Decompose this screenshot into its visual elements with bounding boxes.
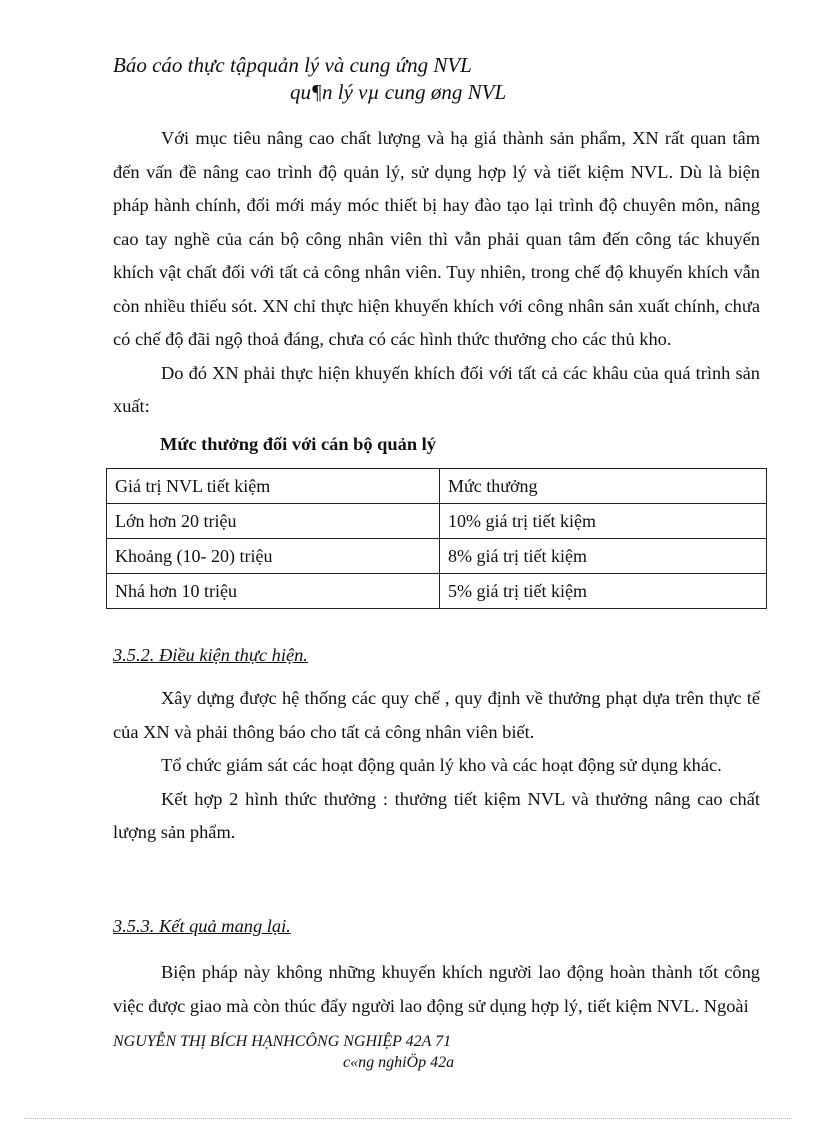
table-caption: Mức thưởng đối với cán bộ quản lý — [160, 434, 436, 454]
table-cell: 10% giá trị tiết kiệm — [440, 504, 767, 539]
table-header-row — [107, 469, 767, 504]
table-cell: 5% giá trị tiết kiệm — [440, 574, 767, 609]
intro-paragraph-1: Với mục tiêu nâng cao chất lượng và hạ giá thành sản phẩm, XN rất quan tâm đến vấn đề nâng cao trình độ quản lý, sử dụng hợp lý và tiết kiệm NVL. Dù là biện pháp hành chính, đổi mới máy móc thiết bị hay đào tạo lại trình độ chuyên môn, nâng cao tay nghề của cán bộ công nhân viên thì vẫn phải quan tâm đến công tác khuyến khích vật chất đối với tất cả công nhân viên. Tuy nhiên, trong chế độ khuyến khích vẫn còn nhiều thiếu sót. XN chỉ thực hiện khuyến khích với công nhân sản xuất chính, chưa có chế độ đãi ngộ thoả đáng, chưa có các hình thức thưởng cho các thủ kho. — [113, 128, 760, 349]
section-3-5-3-paragraph-1: Biện pháp này không những khuyến khích người lao động hoàn thành tốt công việc được giao mà còn thúc đẩy người lao động sử dụng hợp lý, tiết kiệm NVL. Ngoài — [113, 962, 760, 1016]
section-heading-3-5-2: 3.5.2. Điều kiện thực hiện. — [113, 645, 308, 665]
section-3-5-2-body — [113, 682, 760, 850]
table-row — [107, 504, 767, 539]
reward-table — [106, 468, 767, 609]
intro-paragraph-2: Do đó XN phải thực hiện khuyến khích đối với tất cả các khâu của quá trình sản xuất: — [113, 362, 760, 416]
table-cell: Lớn hơn 20 triệu — [107, 504, 440, 539]
section-3-5-2-paragraph-2: Tổ chức giám sát các hoạt động quản lý kho và các hoạt động sử dụng khác. — [161, 755, 722, 775]
table-cell: Khoảng (10- 20) triệu — [107, 539, 440, 574]
table-header-cell: Giá trị NVL tiết kiệm — [107, 469, 440, 504]
header-subtitle: qu¶n lý vµ cung øng NVL — [290, 80, 507, 104]
section-3-5-2-paragraph-1: Xây dựng được hệ thống các quy chế , quy định về thưởng phạt dựa trên thực tế của XN và phải thông báo cho tất cả công nhân viên biết. — [113, 688, 760, 742]
section-heading-3-5-3: 3.5.3. Kết quả mang lại. — [113, 916, 291, 936]
footer-class: c«ng nghiÖp 42a — [343, 1054, 455, 1071]
page-bottom-border — [24, 1118, 792, 1119]
section-3-5-2-paragraph-3: Kết hợp 2 hình thức thưởng : thưởng tiết kiệm NVL và thưởng nâng cao chất lượng sản phẩm. — [113, 788, 760, 842]
footer-author: NGUYỄN THỊ BÍCH HẠNHCÔNG NGHIỆP 42A 71 — [113, 1033, 452, 1050]
section-3-5-3-body — [113, 956, 760, 1023]
table-row — [107, 574, 767, 609]
table-row — [107, 539, 767, 574]
table-header-cell: Mức thưởng — [440, 469, 767, 504]
header-title: Báo cáo thực tậpquản lý và cung ứng NVL — [113, 53, 472, 77]
table-cell: Nhá hơn 10 triệu — [107, 574, 440, 609]
table-cell: 8% giá trị tiết kiệm — [440, 539, 767, 574]
intro-section — [113, 122, 760, 424]
